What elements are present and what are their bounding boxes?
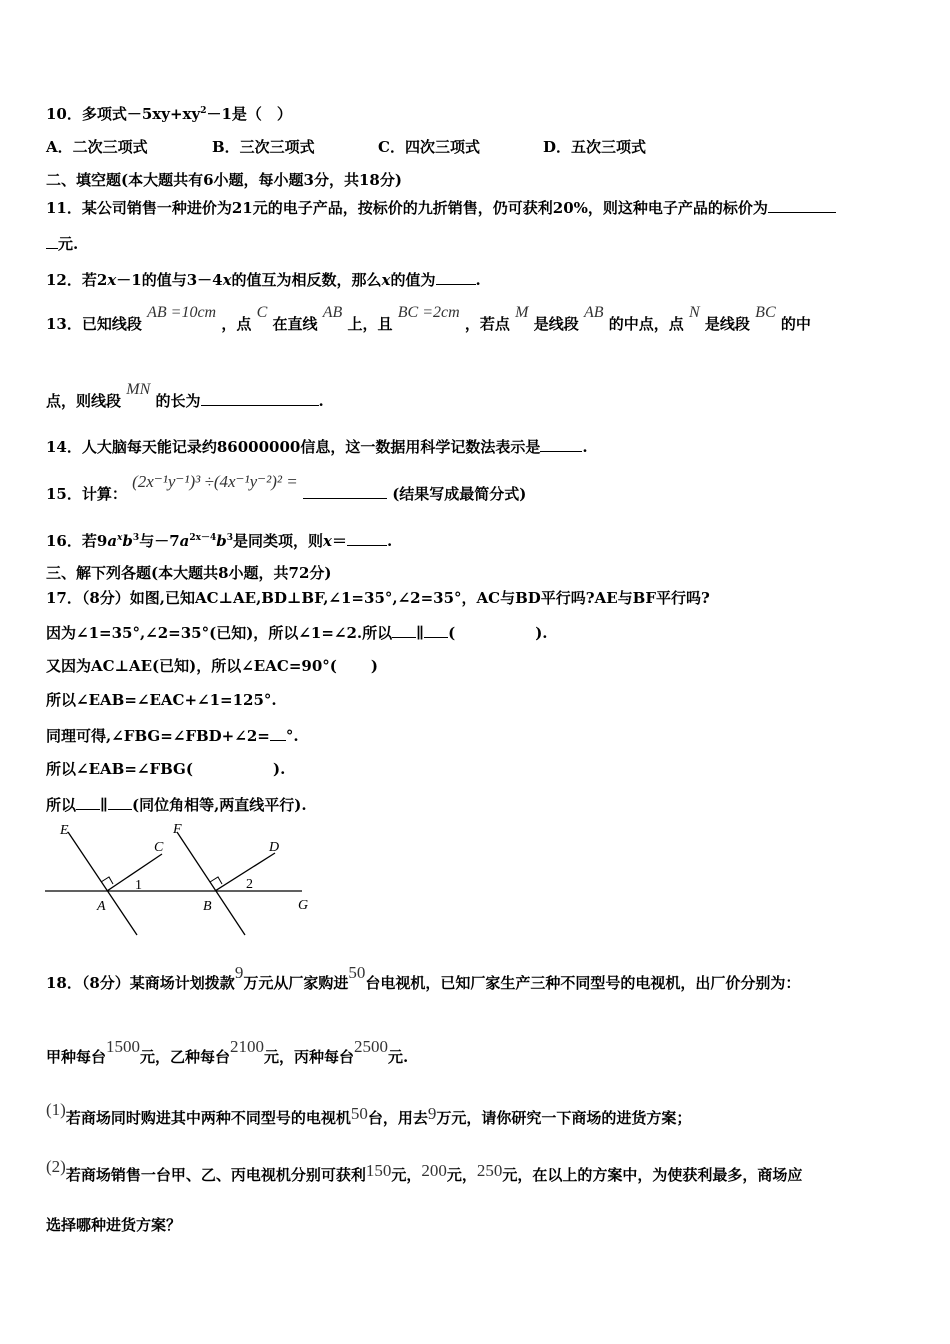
section2-heading: 二、填空题(本大题共有6小题，每小题3分，共18分) [46,171,402,189]
q10-option-b: B．三次三项式 [212,138,315,156]
label-2: 2 [246,877,253,892]
q17-line3: 又因为AC⊥AE(已知)，所以∠EAC=90°( ) [46,657,378,675]
label-b: B [203,899,212,914]
q17-blank-4[interactable] [76,793,100,810]
q16: 16．若$9a^xb^3$与$-7a^{2x-4}b^3$是同类项，则x＝ . [46,528,392,551]
q14: 14．人大脑每天能记录约86000000信息，这一数据用科学记数法表示是 . [46,435,588,457]
q10-option-c: C．四次三项式 [378,138,480,156]
label-1: 1 [135,878,142,893]
q12: 12．若2x－1的值与3－4x的值互为相反数，那么x的值为 . [46,268,481,290]
q15-expression: (2x⁻¹y⁻¹)³ ÷(4x⁻¹y⁻²)² = [132,472,298,491]
label-d: D [269,840,280,855]
q17-line1: 17．（8分）如图,已知AC⊥AE,BD⊥BF,∠1=35°,∠2=35°，AC与BD平行吗?AE与BF平行吗? [46,589,710,607]
q17-blank-1[interactable] [392,621,416,638]
q18-part2: (2)若商场销售一台甲、乙、丙电视机分别可获利150元，200元，250元，在以上的方案中，为使获利最多，商场应 [46,1157,803,1184]
q15: 15．计算： (2x⁻¹y⁻¹)³ ÷(4x⁻¹y⁻²)² = (结果写成最简分式) [46,472,527,503]
label-a: A [97,899,106,914]
q18-part1: (1)若商场同时购进其中两种不同型号的电视机50台，用去9万元，请你研究一下商场的进货方案； [46,1100,692,1127]
q17-blank-5[interactable] [108,793,132,810]
q10-stem: 10．多项式$-5xy+xy^2-1$是（ ） [46,105,292,123]
label-c: C [154,840,164,855]
line-ae [68,832,137,935]
q15-blank[interactable] [303,482,387,499]
q17-line4: 所以∠EAB=∠EAC+∠1=125°. [46,691,277,709]
geometry-figure [40,820,330,945]
q17-line5: 同理可得,∠FBG=∠FBD+∠2= °. [46,724,299,746]
q13-line2: 点，则线段 MN 的长为 . [46,381,324,410]
q10-option-d: D．五次三项式 [543,138,647,156]
q14-blank[interactable] [540,435,582,452]
q11-blank-cont[interactable] [46,232,58,249]
q11-blank[interactable] [768,196,836,213]
right-angle-b [210,877,222,884]
q16-blank[interactable] [347,529,387,546]
line-bd [215,853,275,891]
label-e: E [60,823,69,838]
label-g: G [298,898,309,913]
q13-blank[interactable] [201,389,319,406]
section3-heading: 三、解下列各题(本大题共8小题，共72分) [46,564,332,582]
q10-option-a: A．二次三项式 [46,138,148,156]
q11-line1: 11．某公司销售一种进价为21元的电子产品，按标价的九折销售，仍可获利20%，则这种电子产品的标价为 [46,196,836,218]
q17-line7: 所以 ∥ (同位角相等,两直线平行). [46,793,307,815]
q17-blank-2[interactable] [424,621,448,638]
q18-line1: 18．（8分）某商场计划拨款9万元从厂家购进50台电视机，已知厂家生产三种不同型号的电视机，出厂价分别为： [46,963,801,992]
line-bf [177,832,245,935]
q11-line2: 元. [46,232,78,254]
q12-blank[interactable] [436,268,476,285]
q17-line6: 所以∠EAB=∠FBG( ). [46,760,286,778]
label-f: F [173,822,182,837]
q18-part2-cont: 选择哪种进货方案？ [46,1216,182,1234]
q13-line1: 13．已知线段 AB =10cm ，点 C 在直线 AB 上，且 BC =2cm ，若点 M 是线段 AB 的中点，点 N 是线段 BC 的中 [46,304,811,333]
q17-line2: 因为∠1=35°,∠2=35°(已知)，所以∠1=∠2.所以 ∥ ( ). [46,621,548,643]
q17-blank-3[interactable] [270,724,286,741]
q18-line2: 甲种每台1500元，乙种每台2100元，丙种每台2500元. [46,1037,409,1066]
